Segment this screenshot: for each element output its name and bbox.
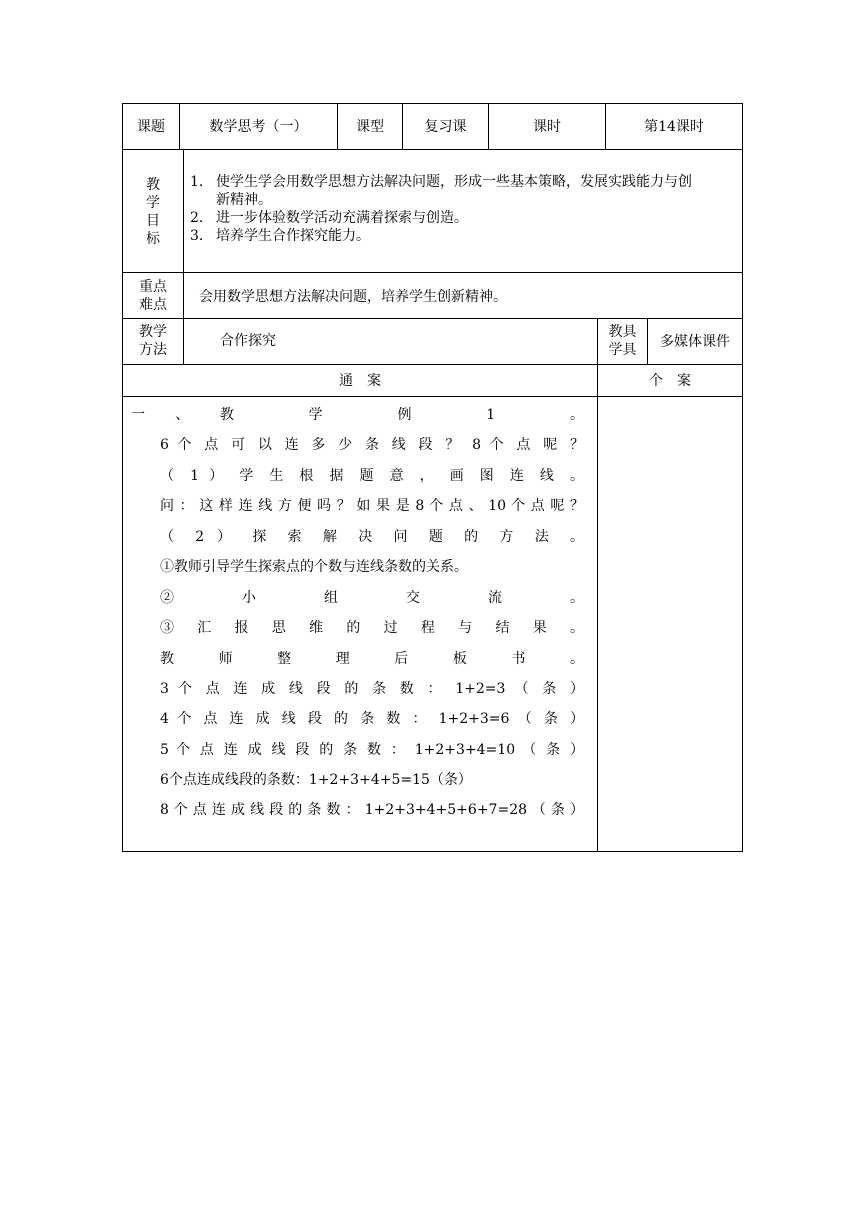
goal-text-continued: 新精神。	[216, 192, 272, 208]
content-line: 4 个 点 连 成 线 段 的 条 数 ： 1+2+3=6 （ 条 ）	[160, 711, 584, 727]
content-line: 一、教 学 例 1 。	[131, 407, 584, 423]
content-line: （ 2 ） 探 索 解 决 问 题 的 方 法 。	[160, 529, 584, 545]
type-value: 复习课	[424, 118, 467, 135]
goals-label	[123, 176, 183, 248]
content-line: 5 个 点 连 成 线 段 的 条 数 ： 1+2+3+4=10 （ 条 ）	[160, 742, 584, 758]
row-divider-1	[122, 149, 743, 150]
period-label: 课时	[533, 118, 561, 135]
content-line: 6个点连成线段的条数：1+2+3+4+5=15（条）	[160, 772, 472, 788]
content-line: 问 ： 这 样 连 线 方 便 吗 ？ 如 果 是 8 个 点 、 10 个 点 呢 ？	[160, 498, 584, 514]
goal-text: 培养学生合作探究能力。	[216, 228, 370, 244]
tools-label-line: 教具	[608, 324, 637, 340]
row-divider-5	[122, 396, 743, 397]
goals-label-char: 学	[146, 195, 160, 211]
method-label	[123, 323, 183, 359]
tools-value: 多媒体课件	[660, 333, 730, 350]
goals-label-char: 教	[146, 177, 160, 193]
goal-text: 进一步体验数学活动充满着探索与创造。	[216, 210, 468, 226]
content-line: （ 1 ） 学 生 根 据 题 意 ， 画 图 连 线 。	[160, 468, 584, 484]
method-value: 合作探究	[220, 333, 276, 349]
key-points-text: 会用数学思想方法解决问题，培养学生创新精神。	[199, 289, 507, 305]
tools-label-line: 学具	[608, 342, 637, 358]
period-value: 第14课时	[644, 118, 704, 135]
goal-item	[190, 209, 740, 227]
goals-list	[190, 173, 740, 245]
method-label-line: 教学	[139, 324, 167, 340]
key-points-label-line: 重点	[139, 279, 167, 295]
content-line: ② 小 组 交 流 。	[160, 590, 584, 606]
tools-label	[598, 323, 647, 359]
topic-label: 课题	[137, 118, 165, 135]
goal-item	[190, 227, 740, 245]
common-plan-header: 通 案	[339, 372, 381, 389]
method-label-line: 方法	[139, 342, 167, 358]
content-line: ①教师引导学生探索点的个数与连线条数的关系。	[160, 559, 468, 575]
goals-label-char: 标	[146, 231, 160, 247]
col-divider	[597, 364, 598, 852]
key-points-label-line: 难点	[139, 297, 167, 313]
content-line: 3 个 点 连 成 线 段 的 条 数 ： 1+2=3 （ 条 ）	[160, 681, 584, 697]
content-line: ③ 汇 报 思 维 的 过 程 与 结 果 。	[160, 620, 584, 636]
content-line: 教 师 整 理 后 板 书 。	[160, 651, 584, 667]
row-divider-2	[122, 272, 743, 273]
goal-number: 2．	[190, 210, 213, 226]
topic-value: 数学思考（一）	[209, 118, 308, 135]
table-border-right	[742, 103, 743, 852]
content-line: 6 个 点 可 以 连 多 少 条 线 段 ？ 8 个 点 呢 ？	[160, 437, 584, 453]
type-label: 课型	[356, 118, 384, 135]
individual-plan-header: 个 案	[649, 372, 691, 389]
key-points-label	[123, 278, 183, 314]
col-divider	[183, 149, 184, 364]
goal-text: 使学生学会用数学思想方法解决问题，形成一些基本策略，发展实践能力与创	[216, 174, 692, 190]
goals-label-char: 目	[146, 213, 160, 229]
content-line: 8 个 点 连 成 线 段 的 条 数 ： 1+2+3+4+5+6+7=28 （ 条 ）	[160, 802, 584, 818]
goal-number: 1．	[190, 174, 213, 190]
goal-number: 3．	[190, 228, 213, 244]
goal-item	[190, 173, 740, 209]
table-border-bottom	[122, 851, 743, 852]
